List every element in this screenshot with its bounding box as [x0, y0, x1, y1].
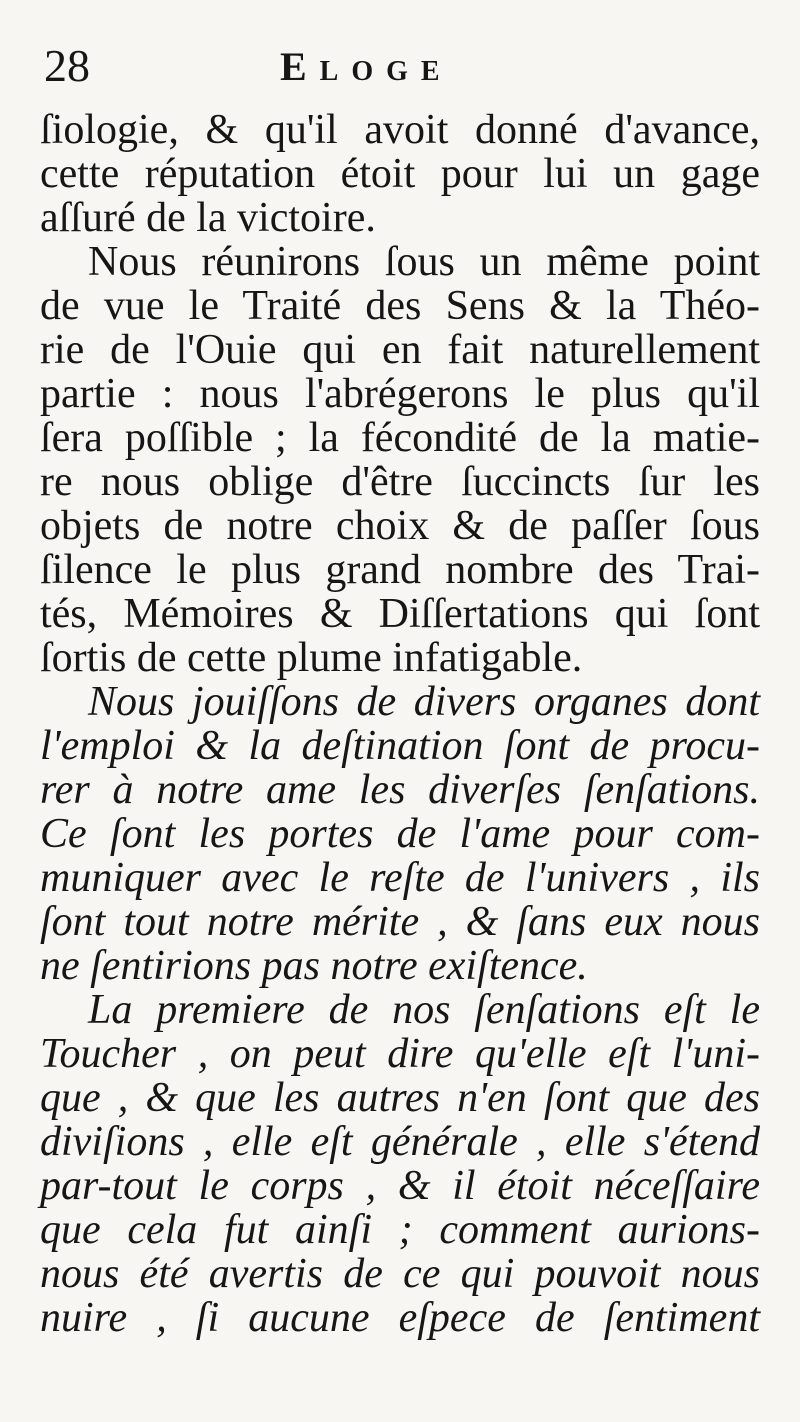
text-line: ſilence le plus grand nombre des Trai- [40, 547, 760, 593]
text-line: Toucher , on peut dire qu'elle eſt l'uni- [40, 1031, 760, 1077]
text-line: ſont tout notre mérite , & ſans eux nous [40, 899, 760, 945]
text-line: re nous oblige d'être ſuccincts ſur les [40, 459, 760, 505]
text-line: l'emploi & la deſtination ſont de procu- [40, 723, 760, 769]
text-line: ſera poſſible ; la fécondité de la matie- [40, 415, 760, 461]
text-line: ſiologie, & qu'il avoit donné d'avance, [40, 107, 760, 153]
text-line: rie de l'Ouie qui en fait naturellement [40, 327, 760, 373]
paragraph-3 [40, 680, 760, 988]
text-line: Nous réunirons ſous un même point [88, 239, 760, 285]
text-line: ne ſentirions pas notre exiſtence. [40, 943, 588, 989]
text-line: objets de notre choix & de paſſer ſous [40, 503, 760, 549]
text-line: Ce ſont les portes de l'ame pour com- [40, 811, 760, 857]
paragraph-4 [40, 988, 760, 1340]
text-line: La premiere de nos ſenſations eſt le [88, 987, 760, 1033]
text-line: cette réputation étoit pour lui un gage [40, 151, 760, 197]
text-line: que , & que les autres n'en ſont que des [40, 1075, 760, 1121]
paragraph-1 [40, 108, 760, 240]
text-line: aſſuré de la victoire. [40, 195, 376, 241]
text-line: nous été avertis de ce qui pouvoit nous [40, 1251, 760, 1297]
text-line: que cela fut ainſi ; comment aurions- [40, 1207, 760, 1253]
text-line: ſortis de cette plume infatigable. [40, 635, 583, 681]
page-number: 28 [44, 40, 90, 91]
body-text [40, 108, 760, 1340]
text-line: nuire , ſi aucune eſpece de ſentiment [40, 1295, 760, 1341]
text-line: de vue le Traité des Sens & la Théo- [40, 283, 760, 329]
text-line: muniquer avec le reſte de l'univers , ils [40, 855, 760, 901]
text-line: diviſions , elle eſt générale , elle s'étend [40, 1119, 760, 1165]
text-line: par-tout le corps , & il étoit néceſſaire [40, 1163, 760, 1209]
text-line: partie : nous l'abrégerons le plus qu'il [40, 371, 760, 417]
text-line: tés, Mémoires & Diſſertations qui ſont [40, 591, 760, 637]
page-header [0, 38, 800, 94]
text-line: Nous jouiſſons de divers organes dont [88, 679, 760, 725]
running-head: Eloge [280, 44, 453, 89]
text-line: rer à notre ame les diverſes ſenſations. [40, 767, 760, 813]
paragraph-2 [40, 240, 760, 680]
